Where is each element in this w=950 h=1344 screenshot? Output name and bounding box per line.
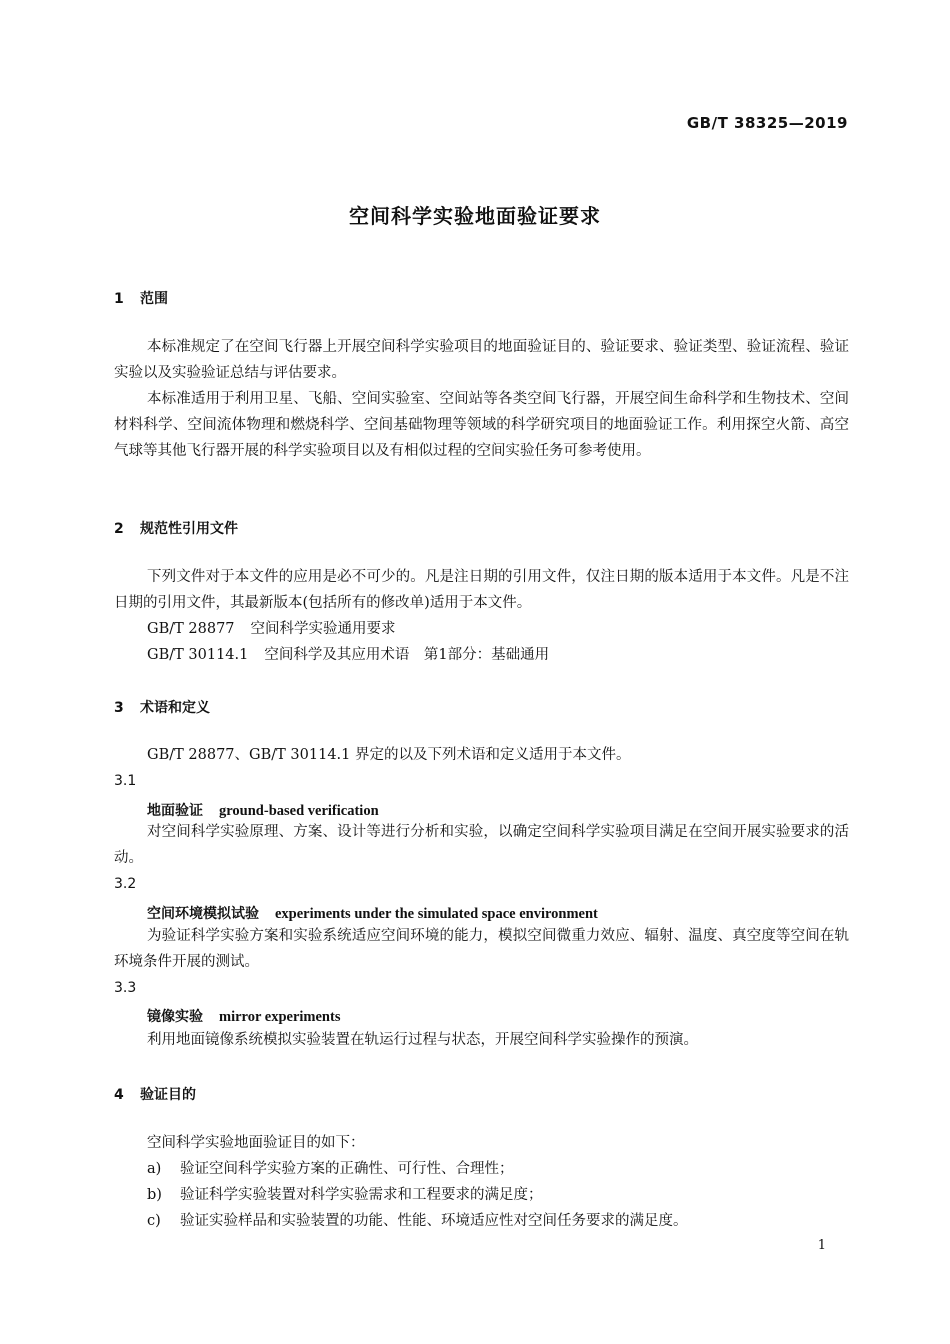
- section-3-intro: GB/T 28877、GB/T 30114.1 界定的以及下列术语和定义适用于本文件。: [147, 747, 631, 763]
- section-title: 术语和定义: [140, 700, 210, 716]
- term-english: ground-based verification: [219, 803, 379, 819]
- reference-code: GB/T 28877: [147, 621, 235, 637]
- section-title: 范围: [140, 291, 168, 307]
- section-2-heading: [114, 518, 238, 538]
- section-title: 验证目的: [140, 1087, 196, 1103]
- reference-code: GB/T 30114.1: [147, 647, 249, 663]
- page-number: 1: [817, 1238, 826, 1253]
- term-chinese: 镜像实验: [147, 1009, 203, 1025]
- term-definition: 利用地面镜像系统模拟实验装置在轨运行过程与状态，开展空间科学实验操作的预演。: [147, 1032, 698, 1048]
- term-english: experiments under the simulated space environment: [275, 906, 598, 922]
- reference-title: 空间科学实验通用要求: [250, 621, 396, 637]
- standard-number: GB/T 38325—2019: [686, 114, 848, 132]
- list-item: [147, 1208, 688, 1234]
- section-4-intro: 空间科学实验地面验证目的如下：: [147, 1135, 365, 1151]
- list-text: 验证空间科学实验方案的正确性、可行性、合理性；: [180, 1161, 514, 1177]
- term-english: mirror experiments: [219, 1009, 341, 1025]
- term-heading: [147, 903, 598, 923]
- list-marker: c): [147, 1213, 161, 1229]
- list-marker: b): [147, 1187, 162, 1203]
- section-title: 规范性引用文件: [140, 521, 238, 537]
- term-heading: [147, 800, 379, 820]
- reference-title: 空间科学及其应用术语 第1部分：基础通用: [264, 647, 550, 663]
- section-2-paragraph-1: 下列文件对于本文件的应用是必不可少的。凡是注日期的引用文件，仅注日期的版本适用于本文件。凡是不注日期的引用文件，其最新版本(包括所有的修改单)适用于本文件。: [114, 569, 849, 611]
- section-4-heading: [114, 1084, 196, 1104]
- list-text: 验证实验样品和实验装置的功能、性能、环境适应性对空间任务要求的满足度。: [180, 1213, 688, 1229]
- term-number: 3.1: [114, 773, 137, 789]
- term-chinese: 空间环境模拟试验: [147, 906, 259, 922]
- list-item: [147, 1156, 514, 1182]
- list-marker: a): [147, 1161, 162, 1177]
- section-number: 3: [114, 700, 124, 716]
- section-number: 4: [114, 1087, 124, 1103]
- term-number: 3.2: [114, 876, 137, 892]
- section-number: 1: [114, 291, 124, 307]
- section-1-paragraph-2: 本标准适用于利用卫星、飞船、空间实验室、空间站等各类空间飞行器，开展空间生命科学和生物技术、空间材料科学、空间流体物理和燃烧科学、空间基础物理等领域的科学研究项目的地面验证工作。利用探空火箭、高空气球等其他飞行器开展的科学实验项目以及有相似过程的空间实验任务可参考使用。: [114, 391, 849, 459]
- document-title: 空间科学实验地面验证要求: [349, 204, 601, 228]
- term-definition: 为验证科学实验方案和实验系统适应空间环境的能力，模拟空间微重力效应、辐射、温度、真空度等空间在轨环境条件开展的测试。: [114, 928, 849, 970]
- term-heading: [147, 1006, 340, 1026]
- reference-item: [147, 642, 549, 668]
- reference-item: [147, 616, 396, 642]
- section-1-heading: [114, 288, 168, 308]
- term-chinese: 地面验证: [147, 803, 203, 819]
- list-item: [147, 1182, 543, 1208]
- section-number: 2: [114, 521, 124, 537]
- term-definition: 对空间科学实验原理、方案、设计等进行分析和实验，以确定空间科学实验项目满足在空间开展实验要求的活动。: [114, 824, 849, 866]
- section-1-paragraph-1: 本标准规定了在空间飞行器上开展空间科学实验项目的地面验证目的、验证要求、验证类型、验证流程、验证实验以及实验验证总结与评估要求。: [114, 339, 849, 381]
- list-text: 验证科学实验装置对科学实验需求和工程要求的满足度；: [180, 1187, 543, 1203]
- section-3-heading: [114, 697, 210, 717]
- term-number: 3.3: [114, 980, 137, 996]
